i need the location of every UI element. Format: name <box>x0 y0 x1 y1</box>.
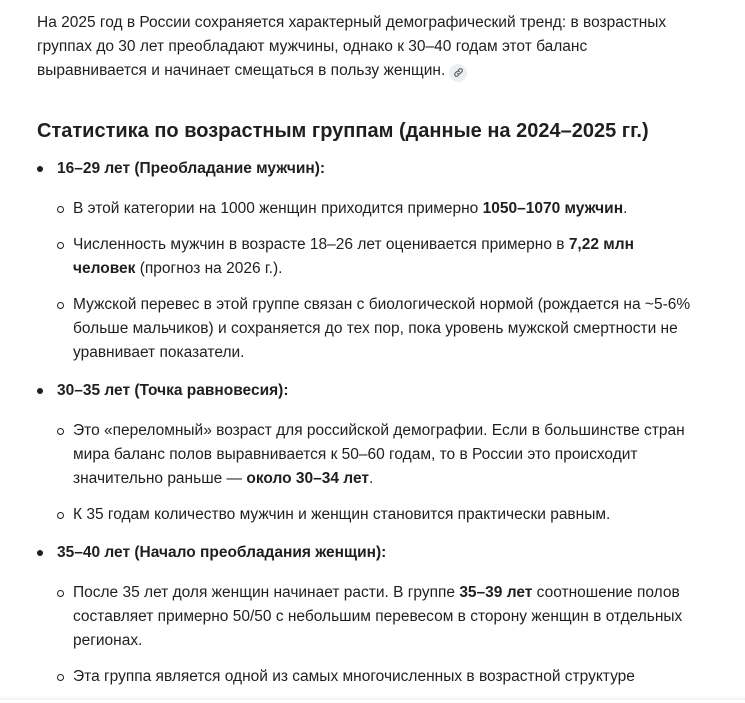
group-16-29 <box>37 157 697 365</box>
bullet-dot <box>37 550 43 556</box>
sub-list <box>57 581 697 689</box>
bullet-circle <box>57 512 64 519</box>
bullet-dot <box>37 388 43 394</box>
sub-list <box>57 419 697 527</box>
group-heading: 30–35 лет (Точка равновесия): <box>57 382 289 399</box>
bottom-fade <box>0 696 745 700</box>
bullet-circle <box>57 302 64 309</box>
section-title: Статистика по возрастным группам (данные на 2024–2025 гг.) <box>37 120 649 142</box>
bullet-circle <box>57 206 64 213</box>
group-30-35 <box>37 379 697 527</box>
link-icon[interactable] <box>449 64 467 82</box>
intro-text: На 2025 год в России сохраняется характерный демографический тренд: в возрастных группах до 30 лет преобладают мужчины, однако к 30–40 годам этот баланс выравнивается и начинает смещаться в пользу женщин. <box>37 14 667 79</box>
age-groups-list <box>37 157 697 689</box>
bullet-circle <box>57 674 64 681</box>
bullet-circle <box>57 242 64 249</box>
list-item: В этой категории на 1000 женщин приходится примерно 1050–1070 мужчин. <box>57 197 697 221</box>
list-item: Эта группа является одной из самых многочисленных в возрастной структуре <box>57 665 697 689</box>
bullet-circle <box>57 428 64 435</box>
intro-paragraph <box>37 11 697 83</box>
response-content <box>37 11 697 703</box>
list-item: Это «переломный» возраст для российской демографии. Если в большинстве стран мира баланс полов выравнивается к 50–60 годам, то в России это происходит значительно раньше — около 30–34 лет. <box>57 419 697 491</box>
list-item: К 35 годам количество мужчин и женщин становится практически равным. <box>57 503 697 527</box>
group-heading: 16–29 лет (Преобладание мужчин): <box>57 160 326 177</box>
bullet-dot <box>37 166 43 172</box>
bullet-circle <box>57 590 64 597</box>
list-item: Мужской перевес в этой группе связан с биологической нормой (рождается на ~5-6% больше мальчиков) и сохраняется до тех пор, пока уровень мужской смертности не уравнивает показатели. <box>57 293 697 365</box>
list-item: После 35 лет доля женщин начинает расти. В группе 35–39 лет соотношение полов составляет примерно 50/50 с небольшим перевесом в сторону женщин в отдельных регионах. <box>57 581 697 653</box>
sub-list <box>57 197 697 365</box>
group-heading: 35–40 лет (Начало преобладания женщин): <box>57 544 387 561</box>
list-item: Численность мужчин в возрасте 18–26 лет оценивается примерно в 7,22 млн человек (прогноз на 2026 г.). <box>57 233 697 281</box>
group-35-40 <box>37 541 697 689</box>
